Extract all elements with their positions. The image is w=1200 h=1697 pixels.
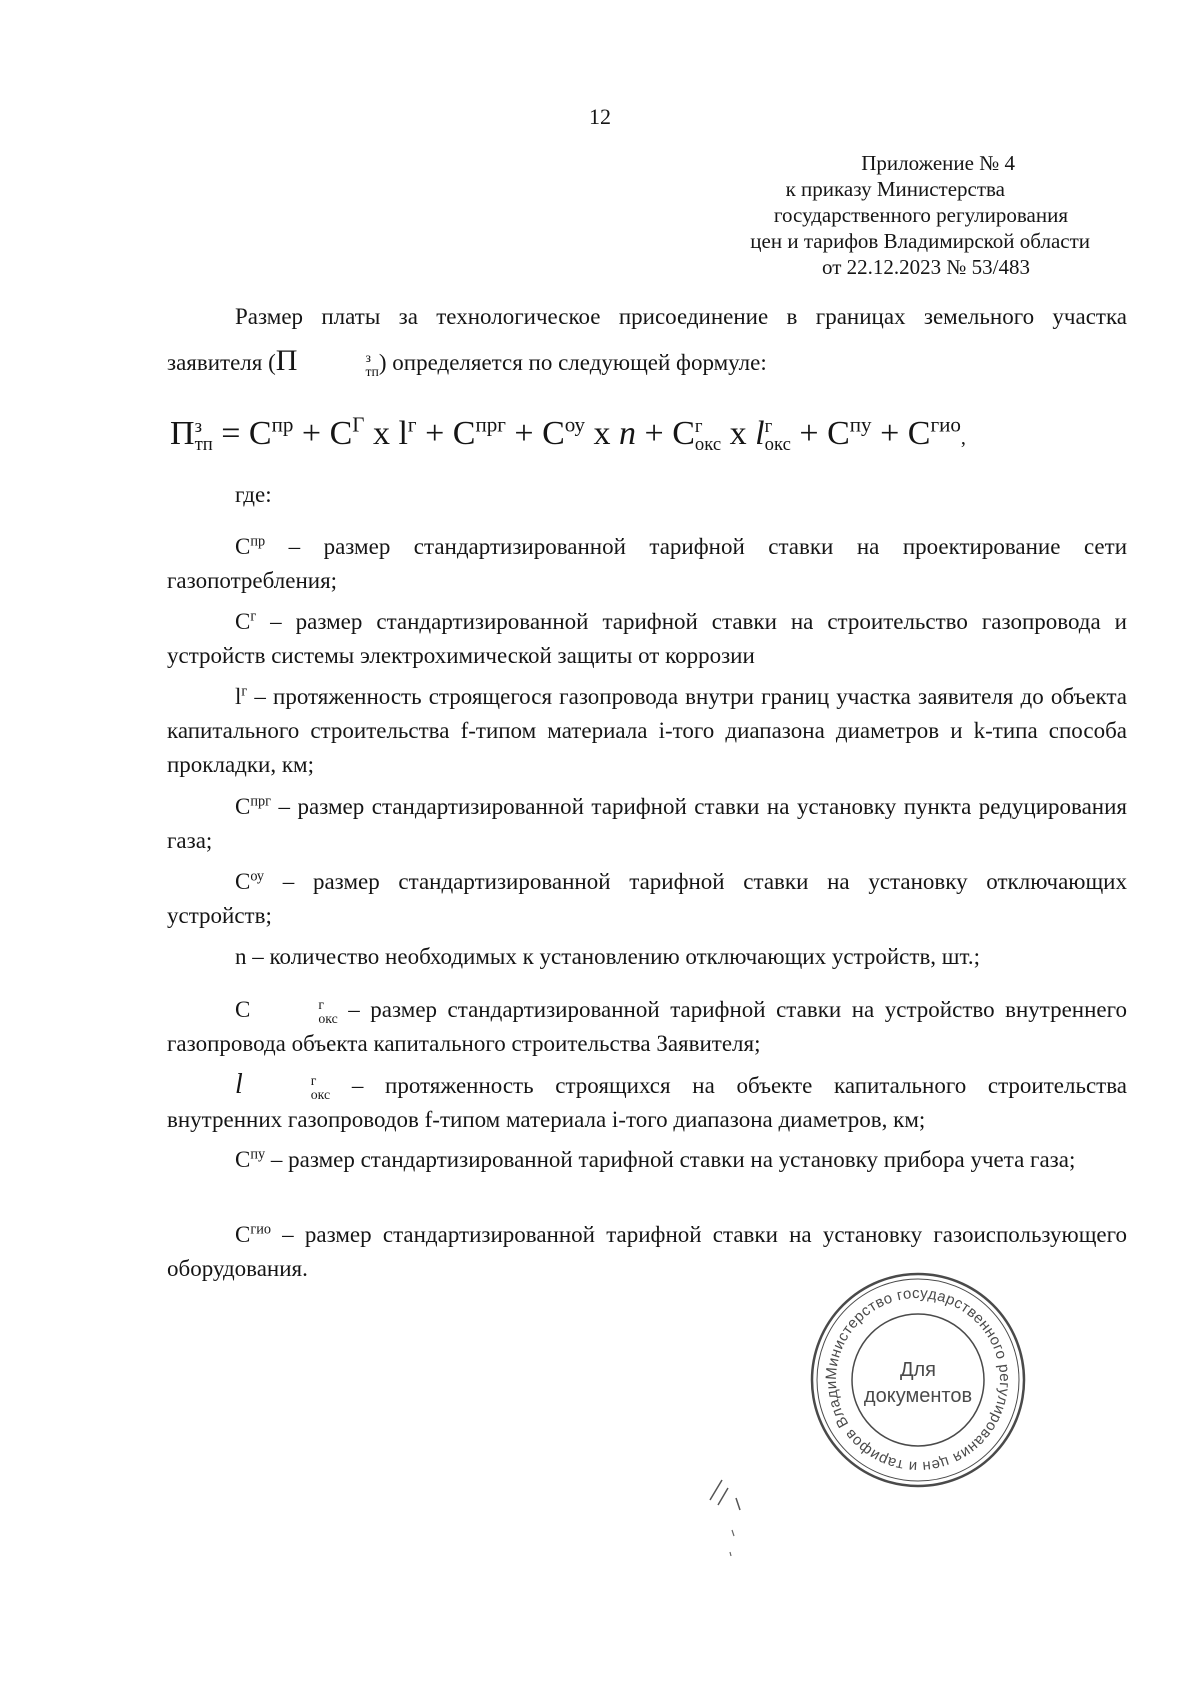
formula-l-sub: окс <box>764 434 791 456</box>
formula-term-4-mult: х <box>593 415 611 452</box>
def-text: n – количество необходимых к установлению отключающих устройств, шт.; <box>235 944 980 969</box>
def-symbol: С <box>235 1147 251 1172</box>
def-sup: оу <box>250 868 265 885</box>
definition-l-g <box>167 680 1127 782</box>
definition-c-ou <box>167 865 1127 933</box>
formula-n: n <box>619 415 637 452</box>
def-symbol: С <box>235 869 251 894</box>
formula-term-5-indices <box>694 415 722 456</box>
def-symbol: С <box>235 1222 251 1247</box>
formula-lhs-sup: з <box>194 415 202 437</box>
formula-term-2: + С <box>301 415 353 452</box>
formula-comma: , <box>960 427 966 449</box>
def-text: – размер стандартизированной тарифной ставки на установку прибора учета газа; <box>265 1147 1076 1172</box>
intro-indices <box>297 351 378 379</box>
formula-term-5-sub: окс <box>694 434 722 456</box>
def-symbol: l <box>235 1069 243 1100</box>
formula-term-5: + С <box>644 415 695 452</box>
formula-term-1-sup: пр <box>271 412 294 437</box>
intro-symbol: П <box>275 344 298 377</box>
def-symbol: С <box>235 534 251 559</box>
definition-l-g-oks <box>167 1068 1127 1137</box>
stamp-seal <box>808 1270 1028 1490</box>
formula-l-sup: г <box>764 415 773 437</box>
page-number: 12 <box>589 104 611 129</box>
formula-l: l <box>755 415 765 452</box>
formula-term-6-sup: пу <box>849 412 872 437</box>
formula-term-2-sup: Г <box>352 412 365 437</box>
def-text: – размер стандартизированной тарифной ставки на устройство внутреннего газопровода объекта капитального строительства Заявителя; <box>167 997 1127 1056</box>
formula-lhs-indices <box>194 415 213 456</box>
fee-formula <box>170 412 1070 456</box>
definition-n <box>167 940 1127 974</box>
definition-c-pu <box>167 1143 1127 1177</box>
formula-l-indices <box>764 415 791 456</box>
def-sub: окс <box>318 1010 338 1026</box>
def-text: – размер стандартизированной тарифной ставки на установку отключающих устройств; <box>167 869 1127 928</box>
where-label: где: <box>235 482 272 507</box>
def-text: – протяженность строящегося газопровода внутри границ участка заявителя до объекта капитального строительства f-типом материала i-того диапазона диаметров и k-типа способа прокладки, км; <box>167 684 1127 777</box>
appendix-line-5: от 22.12.2023 № 53/483 <box>821 255 1030 279</box>
intro-text-b: ) определяется по следующей формуле: <box>378 350 767 375</box>
def-text: – размер стандартизированной тарифной ставки на установку пункта редуцирования газа; <box>167 794 1127 853</box>
formula-term-7-sup: гио <box>930 412 961 437</box>
definition-c-prg <box>167 790 1127 858</box>
def-symbol: С <box>235 997 251 1022</box>
def-text: – размер стандартизированной тарифной ставки на строительство газопровода и устройств системы электрохимической защиты от коррозии <box>167 609 1127 668</box>
def-symbol: l <box>235 684 242 709</box>
def-sup: г <box>241 683 248 700</box>
stamp-ring-text: Министерство государственного регулирования цен и тарифов Влади <box>822 1284 1014 1476</box>
formula-term-6: + С <box>799 415 850 452</box>
definition-c-pr <box>167 530 1127 598</box>
def-symbol: С <box>235 794 251 819</box>
intro-paragraph <box>167 295 1127 385</box>
def-indices <box>243 1074 330 1102</box>
formula-term-5-mult: х <box>729 415 747 452</box>
formula-term-3-sup: прг <box>475 412 506 437</box>
formula-term-3: + С <box>425 415 476 452</box>
appendix-line-4: цен и тарифов Владимирской области <box>750 229 1090 253</box>
def-text: – размер стандартизированной тарифной ставки на проектирование сети газопотребления; <box>167 534 1127 593</box>
scan-marks <box>700 1440 780 1560</box>
intro-sub: тп <box>365 363 379 379</box>
official-stamp <box>808 1270 1028 1490</box>
intro-sup: з <box>365 349 371 365</box>
def-text: – протяженность строящихся на объекте капитального строительства внутренних газопроводов f-типом материала i-того диапазона диаметров, км; <box>167 1073 1127 1132</box>
appendix-line-3: государственного регулирования <box>773 203 1068 227</box>
def-sup: пр <box>250 533 266 550</box>
def-sub: окс <box>310 1086 331 1102</box>
appendix-header <box>570 150 1090 280</box>
intro-text-a: Размер платы за технологическое присоединение в границах земельного участка заявителя ( <box>167 304 1127 375</box>
appendix-line-2: к приказу Министерства <box>785 177 1005 201</box>
def-sup: прг <box>250 793 271 810</box>
def-sup: гио <box>250 1221 271 1238</box>
def-sup: г <box>310 1072 317 1088</box>
def-text: – размер стандартизированной тарифной ставки на установку газоиспользующего оборудования. <box>167 1222 1127 1281</box>
formula-term-2-mult: х l <box>372 415 408 452</box>
definition-c-g-oks <box>167 993 1127 1061</box>
formula-lhs: П <box>170 415 195 452</box>
appendix-line-1: Приложение № 4 <box>861 151 1015 175</box>
definition-c-g <box>167 605 1127 673</box>
def-symbol: С <box>235 609 251 634</box>
formula-lhs-sub: тп <box>194 434 213 456</box>
formula-term-1: = С <box>221 415 272 452</box>
def-sup: г <box>318 996 325 1012</box>
formula-term-2-mult-sup: г <box>407 412 417 437</box>
formula-term-5-sup: г <box>694 415 703 437</box>
formula-term-7: + С <box>880 415 931 452</box>
stamp-center-line-1: Для <box>899 1359 937 1381</box>
def-sup: г <box>250 608 257 625</box>
formula-term-4: + С <box>514 415 565 452</box>
def-indices <box>250 998 337 1026</box>
stamp-center-line-2: документов <box>863 1385 973 1407</box>
formula-term-4-sup: оу <box>564 412 586 437</box>
def-sup: пу <box>250 1146 266 1163</box>
